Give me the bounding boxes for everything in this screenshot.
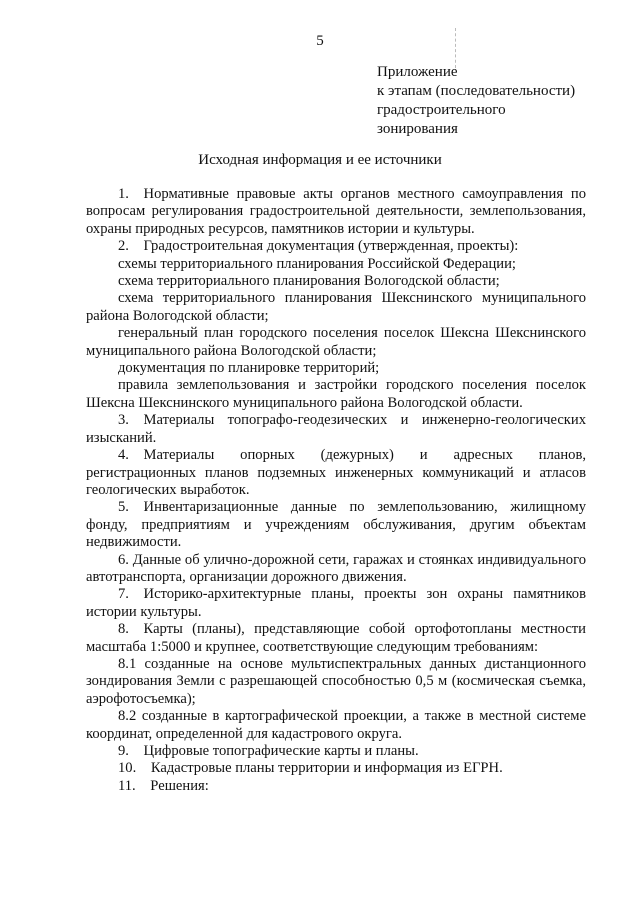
appendix-note — [377, 63, 575, 139]
paragraph-item-1: 1. Нормативные правовые акты органов местного самоуправления по вопросам регулирования градостроительной деятельности, землепользования, охраны природных ресурсов, памятников истории и культуры. — [86, 186, 586, 237]
section-heading: Исходная информация и ее источники — [198, 152, 442, 168]
paragraph-item-3: 3. Материалы топографо-геодезических и инженерно-геологических изысканий. — [86, 412, 586, 446]
appendix-line: зонирования — [377, 121, 458, 137]
paragraph-subitem: схема территориального планирования Вологодской области; — [118, 273, 500, 290]
paragraph-item-11: 11. Решения: — [118, 777, 209, 794]
paragraph-item-6: 6. Данные об улично-дорожной сети, гаражах и стоянках индивидуального автотранспорта, организации дорожного движения. — [86, 551, 586, 585]
paragraph-subitem: документация по планировке территорий; — [118, 360, 380, 377]
appendix-line: Приложение — [377, 64, 458, 80]
paragraph-item-4: 4. Материалы опорных (дежурных) и адресных планов, регистрационных планов подземных инженерных коммуникаций и атласов геологических выработок. — [86, 447, 586, 498]
paragraph-item-9: 9. Цифровые топографические карты и планы. — [118, 743, 419, 759]
paragraph-item-10: 10. Кадастровые планы территории и информация из ЕГРН. — [118, 760, 503, 777]
paragraph-subitem: 8.2 созданные в картографической проекции, а также в местной системе координат, определенной для кадастрового округа. — [86, 708, 586, 742]
paragraph-subitem: правила землепользования и застройки городского поселения поселок Шексна Шекснинского муниципального района Вологодской области. — [86, 377, 586, 411]
paragraph-item-8: 8. Карты (планы), представляющие собой ортофотопланы местности масштаба 1:5000 и крупнее, соответствующие следующим требованиям: — [86, 621, 586, 655]
paragraph-subitem: схемы территориального планирования Российской Федерации; — [118, 255, 516, 272]
paragraph-item-7: 7. Историко-архитектурные планы, проекты зон охраны памятников истории культуры. — [86, 586, 586, 620]
paragraph-subitem: 8.1 созданные на основе мультиспектральных данных дистанционного зондирования Земли с разрешающей способностью 0,5 м (космическая съемка, аэрофотосъемка); — [86, 655, 586, 707]
paragraph-item-2: 2. Градостроительная документация (утвержденная, проекты): — [118, 238, 519, 255]
page-number: 5 — [316, 33, 324, 49]
paragraph-subitem: генеральный план городского поселения поселок Шексна Шекснинского муниципального района Вологодской области; — [86, 325, 586, 359]
appendix-line: к этапам (последовательности) — [377, 83, 576, 99]
document-body — [86, 186, 586, 795]
appendix-line: градостроительного — [377, 102, 506, 118]
paragraph-subitem: схема территориального планирования Шекснинского муниципального района Вологодской области; — [86, 290, 586, 324]
margin-mark — [455, 28, 456, 68]
paragraph-item-5: 5. Инвентаризационные данные по землепользованию, жилищному фонду, предприятиям и учреждениям обслуживания, другим объектам недвижимости. — [86, 499, 586, 551]
